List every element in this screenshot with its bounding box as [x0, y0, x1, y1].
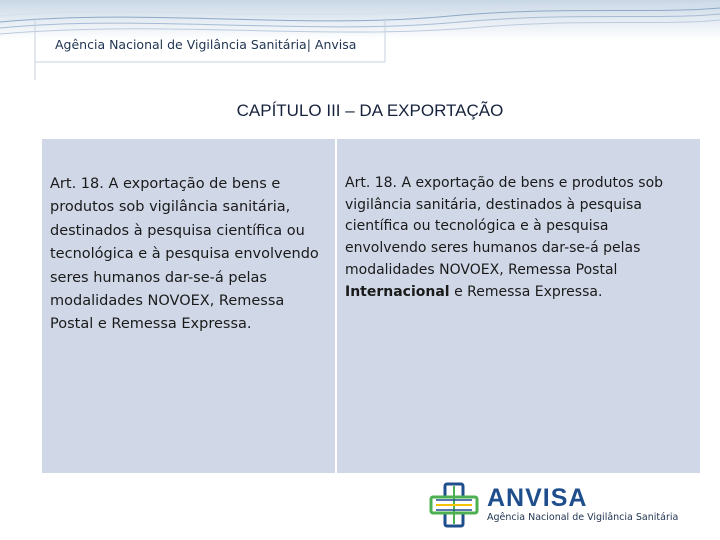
- proposed-text-highlight: Internacional: [345, 283, 450, 300]
- logo-wordmark: ANVISA: [487, 484, 588, 512]
- cell-proposed-text: [337, 139, 700, 473]
- comparison-table: [42, 139, 700, 473]
- proposed-text-start: Art. 18. A exportação de bens e produtos sob vigilância sanitária, destinados à pesquisa científica ou tecnológica e à pesquisa envolvendo seres humanos dar-se-á pelas modalidades NOVOEX, Remessa Postal: [345, 175, 664, 278]
- anvisa-cross-icon: [428, 482, 480, 528]
- proposed-text-end: e Remessa Expressa.: [449, 283, 603, 300]
- header-title: Agência Nacional de Vigilância Sanitária| Anvisa: [55, 37, 357, 52]
- chapter-title: CAPÍTULO III – DA EXPORTAÇÃO: [236, 101, 504, 120]
- cell-anvisa-text: Art. 18. A exportação de bens e produtos sob vigilância sanitária, destinados à pesquisa científica ou tecnológica e à pesquisa envolvendo seres humanos dar-se-á pelas modalidades NOVOEX, Remessa Postal e Remessa Expressa.: [42, 139, 335, 473]
- anvisa-logo: [428, 480, 718, 530]
- logo-subtitle: Agência Nacional de Vigilância Sanitária: [487, 512, 679, 523]
